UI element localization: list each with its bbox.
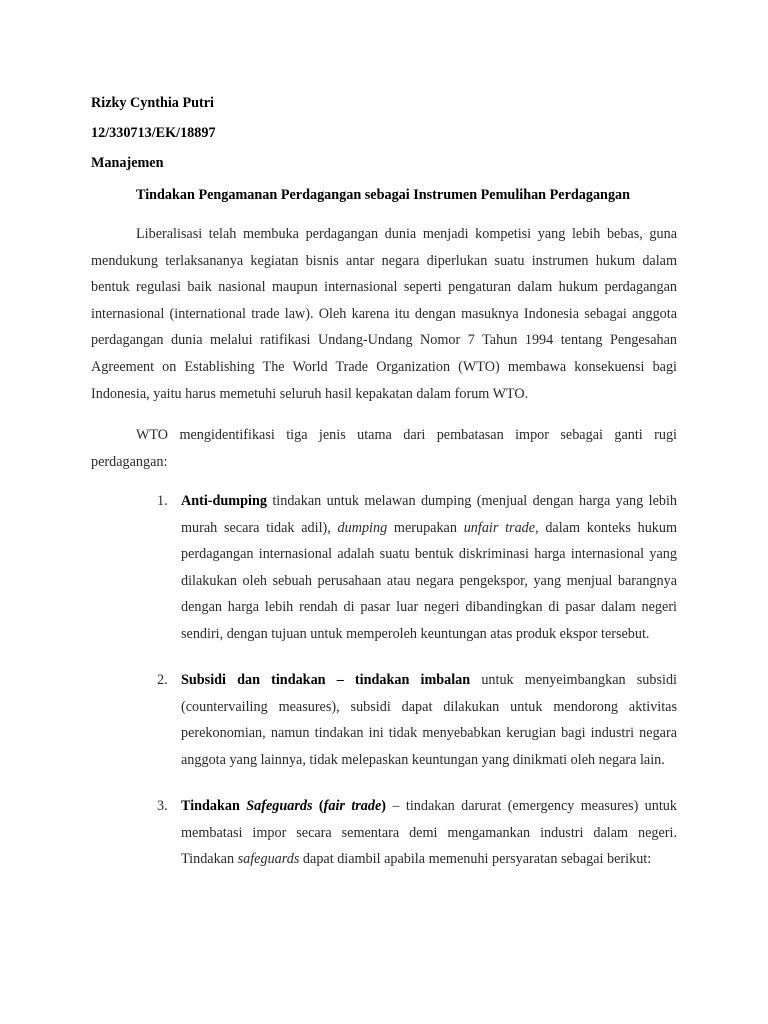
list-number: 1.: [157, 493, 168, 509]
list-item: [181, 793, 677, 873]
list-item: [181, 667, 677, 773]
list-number: 3.: [157, 798, 168, 814]
list-item-term: Subsidi dan tindakan – tindakan imbalan: [181, 672, 471, 688]
paragraph-intro: Liberalisasi telah membuka perdagangan dunia menjadi kompetisi yang lebih bebas, guna mendukung terlaksananya kegiatan bisnis antar negara diperlukan suatu instrumen hukum dalam bentuk regulasi baik nasional maupun internasional seperti pengaturan dalam hukum perdagangan internasional (international trade law). Oleh karena itu dengan masuknya Indonesia sebagai anggota perdagangan dunia melalui ratifikasi Undang-Undang Nomor 7 Tahun 1994 tentang Pengesahan Agreement on Establishing The World Trade Organization (WTO) membawa konsekuensi bagi Indonesia, yaitu harus memetuhi seluruh hasil kepakatan dalam forum WTO.: [91, 226, 677, 402]
list-item-text: tindakan untuk melawan dumping (menjual dengan harga yang lebih murah secara tidak adil),: [181, 493, 677, 536]
list-item-text: merupakan: [387, 519, 464, 536]
list-item-emphasis: unfair trade: [463, 519, 536, 536]
list-number: 2.: [157, 672, 168, 688]
list-item: [181, 488, 677, 648]
list-item-emphasis: safeguards: [237, 851, 300, 868]
study-program: Manajemen: [91, 155, 164, 171]
author-name: Rizky Cynthia Putri: [91, 95, 214, 111]
list-item-term: Anti-dumping: [181, 493, 267, 509]
student-id: 12/330713/EK/18897: [91, 125, 216, 141]
document-title: Tindakan Pengamanan Perdagangan sebagai Instrumen Pemulihan Perdagangan: [136, 187, 631, 203]
list-item-text: – tindakan darurat (emergency measures) untuk membatasi impor secara sementara demi mengamankan industri dalam negeri. Tindakan: [181, 798, 677, 868]
list-item-text: dapat diambil apabila memenuhi persyaratan sebagai berikut:: [299, 851, 652, 868]
list-item-text: , dalam konteks hukum perdagangan internasional adalah suatu bentuk diskriminasi harga internasional yang dilakukan oleh sebuah perusahaan atau negara pengekspor, yang menjual barangnya dengan harga lebih rendah di pasar luar negeri dibandingkan di pasar dalam negeri sendiri, dengan tujuan untuk memperoleh keuntungan atas produk ekspor tersebut.: [181, 519, 678, 642]
list-item-term: Tindakan Safeguards (fair trade): [181, 798, 387, 814]
list-item-text: untuk menyeimbangkan subsidi (countervailing measures), subsidi dapat dilakukan untuk mendorong aktivitas perekonomian, namun tindakan ini tidak menyebabkan kerugian bagi industri negara anggota yang lainnya, tidak melepaskan keuntungan yang dinikmati oleh negara lain.: [181, 672, 677, 768]
paragraph-wto: WTO mengidentifikasi tiga jenis utama dari pembatasan impor sebagai ganti rugi perdagangan:: [91, 427, 677, 470]
list-item-emphasis: dumping: [337, 519, 388, 536]
